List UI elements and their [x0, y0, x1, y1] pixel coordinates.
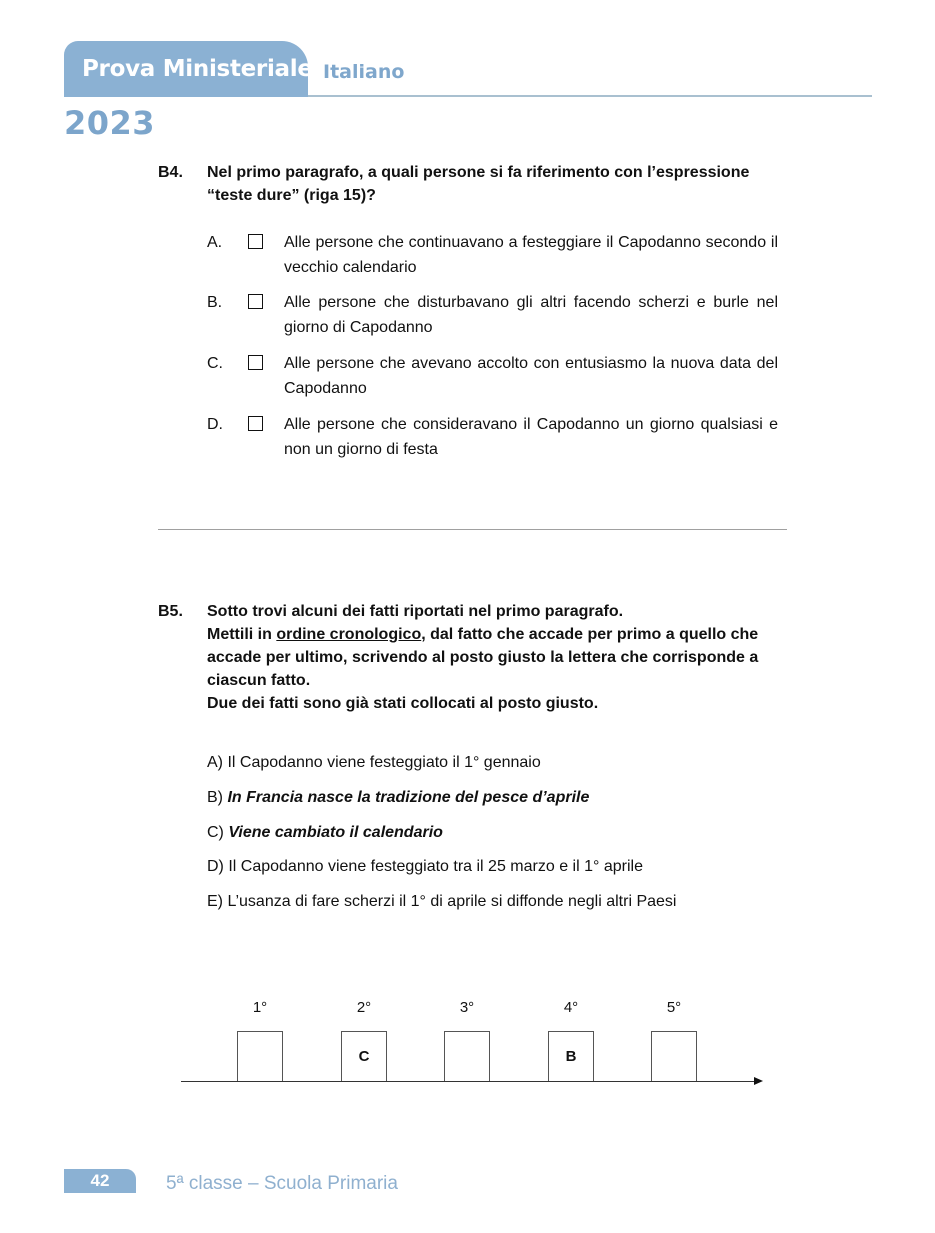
- question-b4-number: B4.: [158, 164, 183, 181]
- option-letter: D.: [207, 416, 223, 433]
- header-subject: Italiano: [323, 61, 405, 83]
- timeline-slot-4[interactable]: B: [548, 1031, 594, 1081]
- timeline-slot-3[interactable]: [444, 1031, 490, 1081]
- fact-prefix: A): [207, 754, 228, 771]
- timeline-axis: [181, 1081, 755, 1082]
- question-b5-text: [207, 600, 778, 715]
- fact-prefix: B): [207, 789, 228, 806]
- header-title: Prova Ministeriale: [82, 56, 313, 82]
- header-year: 2023: [64, 104, 156, 142]
- option-text: Alle persone che consideravano il Capodanno un giorno qualsiasi e non un giorno di festa: [284, 416, 778, 458]
- option-text: Alle persone che continuavano a festeggiare il Capodanno secondo il vecchio calendario: [284, 234, 778, 276]
- fact-a: [207, 754, 541, 772]
- header-rule: [308, 95, 872, 97]
- arrow-right-icon: [754, 1077, 763, 1085]
- timeline-label-4: 4°: [563, 999, 579, 1016]
- fact-text: In Francia nasce la tradizione del pesce d’aprile: [227, 789, 590, 806]
- section-divider: [158, 529, 787, 530]
- page-number: 42: [64, 1169, 136, 1193]
- timeline-slot-2[interactable]: C: [341, 1031, 387, 1081]
- timeline-label-5: 5°: [666, 999, 682, 1016]
- b5-intro-post: , dal fatto che accade per primo a quello che accade per ultimo, scrivendo al posto giusto la lettera che corrisponde a ciascun fatto.: [207, 626, 759, 689]
- fact-text: L’usanza di fare scherzi il 1° di aprile si diffonde negli altri Paesi: [227, 893, 677, 910]
- fact-text: Viene cambiato il calendario: [228, 824, 443, 841]
- b5-intro-line1: Sotto trovi alcuni dei fatti riportati nel primo paragrafo.: [207, 603, 624, 620]
- checkbox-icon[interactable]: [248, 294, 263, 309]
- timeline-slot-5[interactable]: [651, 1031, 697, 1081]
- option-letter: C.: [207, 355, 223, 372]
- checkbox-icon[interactable]: [248, 355, 263, 370]
- b5-intro-pre: Mettili in: [207, 626, 277, 643]
- option-text: Alle persone che disturbavano gli altri facendo scherzi e burle nel giorno di Capodanno: [284, 294, 778, 336]
- footer-class-text: 5ª classe – Scuola Primaria: [166, 1173, 398, 1194]
- option-letter: A.: [207, 234, 223, 251]
- fact-b: [207, 789, 589, 807]
- checkbox-icon[interactable]: [248, 234, 263, 249]
- fact-prefix: E): [207, 893, 228, 910]
- timeline-label-1: 1°: [252, 999, 268, 1016]
- fact-e: [207, 893, 676, 911]
- fact-text: Il Capodanno viene festeggiato il 1° gennaio: [227, 754, 541, 771]
- checkbox-icon[interactable]: [248, 416, 263, 431]
- b5-intro-line3: Due dei fatti sono già stati collocati al posto giusto.: [207, 695, 599, 712]
- fact-prefix: C): [207, 824, 229, 841]
- option-text: Alle persone che avevano accolto con entusiasmo la nuova data del Capodanno: [284, 355, 778, 397]
- timeline-slot-1[interactable]: [237, 1031, 283, 1081]
- b5-intro-line2: [207, 623, 778, 692]
- option-letter: B.: [207, 294, 223, 311]
- b5-intro-underlined: ordine cronologico: [276, 626, 422, 643]
- question-b5-number: B5.: [158, 603, 183, 620]
- question-b4-text: Nel primo paragrafo, a quali persone si fa riferimento con l’espressione “teste dure” (riga 15)?: [207, 164, 750, 204]
- timeline-label-3: 3°: [459, 999, 475, 1016]
- timeline-label-2: 2°: [356, 999, 372, 1016]
- fact-text: Il Capodanno viene festeggiato tra il 25 marzo e il 1° aprile: [228, 858, 643, 875]
- fact-d: [207, 858, 643, 876]
- fact-c: [207, 824, 443, 842]
- fact-prefix: D): [207, 858, 229, 875]
